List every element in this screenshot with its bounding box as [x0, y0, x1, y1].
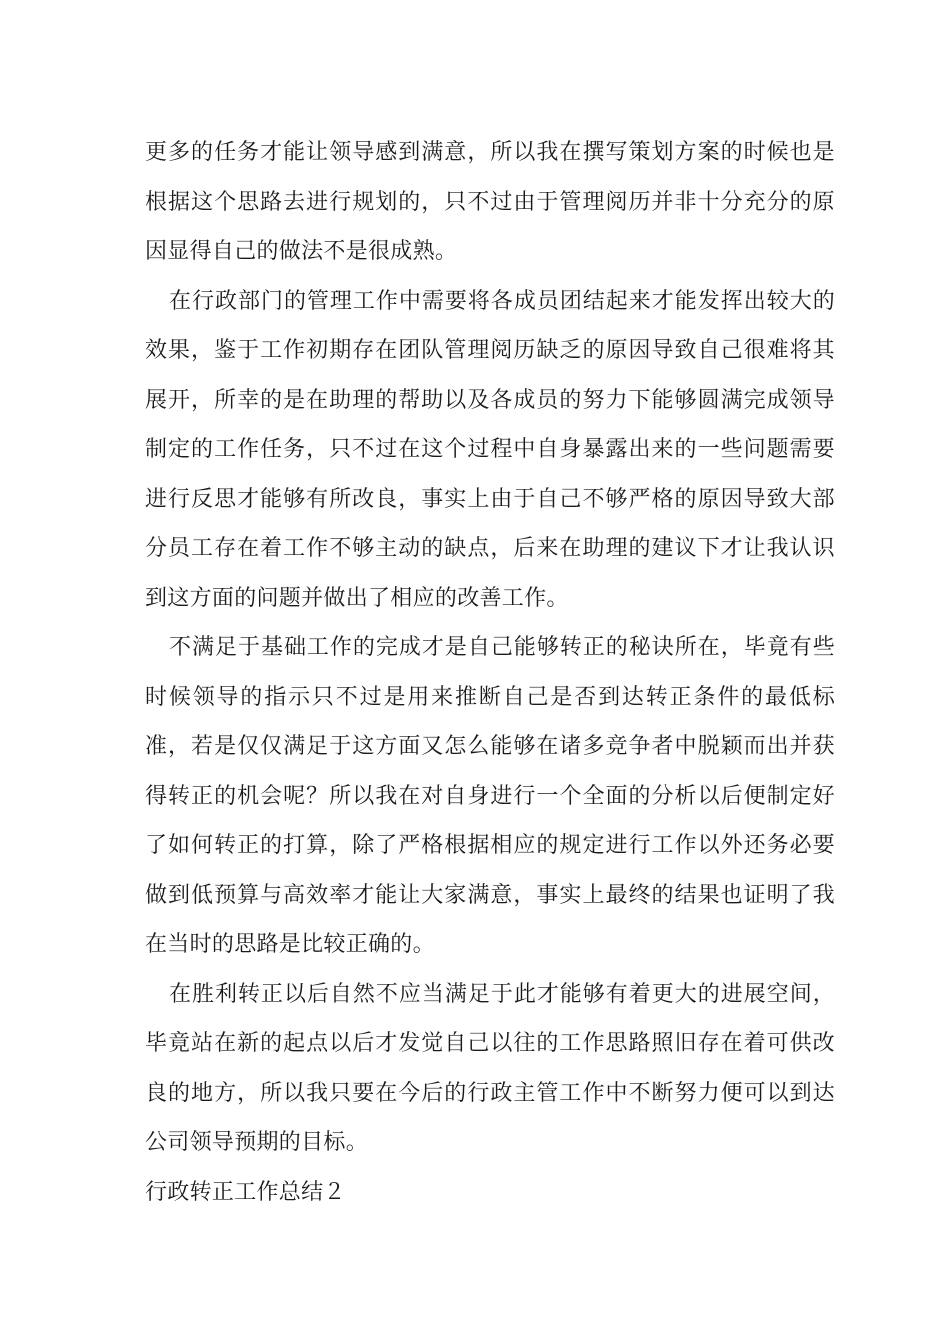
paragraph-4: 在胜利转正以后自然不应当满足于此才能够有着更大的进展空间，毕竟站在新的起点以后才发觉自己以往的工作思路照旧存在着可供改良的地方，所以我只要在今后的行政主管工作中不断努力便可以到达公司领导预期的目标。 — [145, 981, 835, 1155]
paragraph-2: 在行政部门的管理工作中需要将各成员团结起来才能发挥出较大的效果，鉴于工作初期存在团队管理阅历缺乏的原因导致自己很难将其展开，所幸的是在助理的帮助以及各成员的努力下能够圆满完成领导制定的工作任务，只不过在这个过程中自身暴露出来的一些问题需要进行反思才能够有所改良，事实上由于自己不够严格的原因导致大部分员工存在着工作不够主动的缺点，后来在助理的建议下才让我认识到这方面的问题并做出了相应的改善工作。 — [145, 288, 835, 611]
document-body — [145, 128, 835, 1217]
section-heading: 行政转正工作总结２ — [145, 1179, 346, 1205]
paragraph-3: 不满足于基础工作的完成才是自己能够转正的秘诀所在，毕竟有些时候领导的指示只不过是用来推断自己是否到达转正条件的最低标准，若是仅仅满足于这方面又怎么能够在诸多竞争者中脱颖而出并获得转正的机会呢？所以我在对自身进行一个全面的分析以后便制定好了如何转正的打算，除了严格根据相应的规定进行工作以外还务必要做到低预算与高效率才能让大家满意，事实上最终的结果也证明了我在当时的思路是比较正确的。 — [145, 635, 835, 957]
paragraph-1: 更多的任务才能让领导感到满意，所以我在撰写策划方案的时候也是根据这个思路去进行规划的，只不过由于管理阅历并非十分充分的原因显得自己的做法不是很成熟。 — [145, 140, 835, 264]
